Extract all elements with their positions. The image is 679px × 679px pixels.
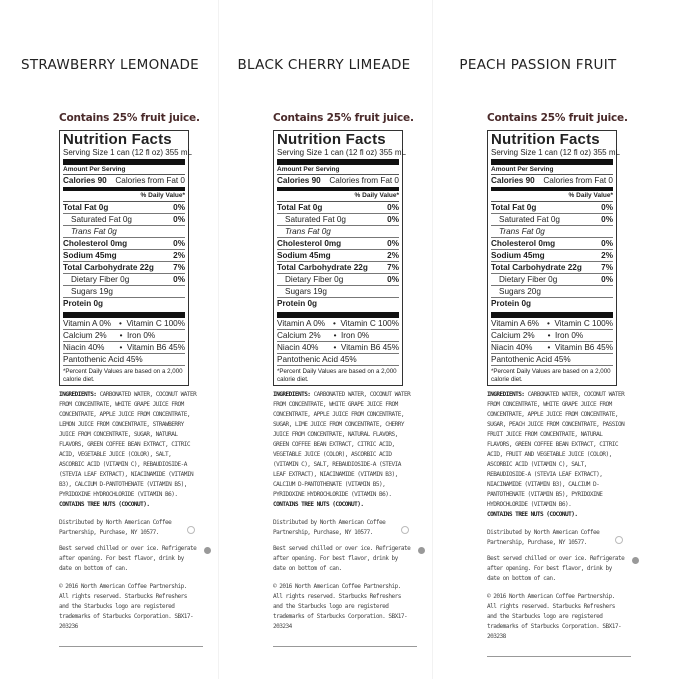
nutrient-label: Sodium 45mg [491, 251, 545, 260]
nutrient-row [491, 202, 613, 214]
label-content [487, 112, 637, 657]
nutrient-row [63, 262, 185, 274]
allergen-statement: CONTAINS TREE NUTS (COCONUT). [273, 501, 364, 508]
vitamin-row [277, 318, 399, 330]
nutrient-label: Sodium 45mg [277, 251, 331, 260]
nutrient-label: Cholesterol 0mg [491, 239, 556, 248]
distributor: Distributed by North American Coffee Partnership, Purchase, NY 10577. [487, 529, 600, 546]
nutrient-label: Saturated Fat 0g [71, 215, 132, 224]
vitamin-left: Vitamin A 6% [491, 319, 540, 328]
bullet-icon: • [333, 319, 336, 328]
nutrient-label: Protein 0g [491, 299, 532, 308]
nutrient-row [277, 202, 399, 214]
nutrient-row [63, 274, 185, 286]
nutrition-facts-panel [59, 130, 192, 386]
storage-block [59, 544, 199, 574]
nutrient-label: Cholesterol 0mg [277, 239, 342, 248]
copyright: © 2016 North American Coffee Partnership. All rights reserved. Starbucks Refreshers and the Starbucks logo are registered trademarks of Starbucks Corporation. SBX17-203234 [273, 583, 408, 630]
vitamin-right: Iron 0% [555, 331, 584, 340]
column-separator [218, 0, 219, 679]
nutrient-daily-value: 0% [387, 275, 399, 284]
pantothenic-row [63, 354, 185, 366]
nutrient-row [491, 298, 613, 318]
nutrient-daily-value: 7% [173, 263, 185, 272]
nutrient-row [277, 274, 399, 286]
nutrient-label: Total Carbohydrate 22g [63, 263, 154, 272]
nutrition-heading: Nutrition Facts [277, 131, 386, 148]
nutrient-label: Sugars 19g [71, 287, 113, 296]
nutrient-label: Dietary Fiber 0g [499, 275, 558, 284]
nutrition-heading: Nutrition Facts [491, 131, 600, 148]
nutrition-heading: Nutrition Facts [63, 131, 172, 148]
nutrient-label: Sugars 19g [285, 287, 327, 296]
serving-size: Serving Size 1 can (12 fl oz) 355 mL [491, 148, 613, 165]
nutrient-daily-value: 0% [601, 275, 613, 284]
daily-value-header: % Daily Value* [277, 191, 399, 202]
pantothenic-acid: Pantothenic Acid 45% [277, 355, 357, 364]
ingredients-list: CARBONATED WATER, COCONUT WATER FROM CONCENTRATE, WHITE GRAPE JUICE FROM CONCENTRATE, APPLE JUICE FROM CONCENTRATE, LEMON JUICE FROM CONCENTRATE, STRAWBERRY JUICE FROM CONCENTRATE, SUGAR, NATURAL FLAVORS, GREEN COFFEE BEAN EXTRACT, CITRIC ACID, VEGETABLE JUICE (COLOR), SALT, ASCORBIC ACID (VITAMIN C), REBAUDIOSIDE-A (STEVIA LEAF EXTRACT), NIACINAMIDE (VITAMIN B3), CALCIUM D-PANTOTHENATE (VITAMIN B5), PYRIDOXINE HYDROCHLORIDE (VITAMIN B6). [59, 391, 197, 498]
nutrient-row [63, 226, 185, 238]
nutrient-daily-value: 0% [601, 203, 613, 212]
nutrient-label: Sodium 45mg [63, 251, 117, 260]
distributor: Distributed by North American Coffee Partnership, Purchase, NY 10577. [273, 519, 386, 536]
nutrition-facts-panel [487, 130, 620, 386]
footnote: *Percent Daily Values are based on a 2,000 calorie diet. [277, 368, 397, 383]
ingredients [59, 390, 199, 510]
nutrient-row [63, 286, 185, 298]
pantothenic-row [491, 354, 613, 366]
vitamin-row [63, 330, 185, 342]
nutrient-daily-value: 0% [601, 215, 613, 224]
nutrient-label: Dietary Fiber 0g [71, 275, 130, 284]
vitamin-right: Vitamin B6 45% [340, 343, 399, 352]
nutrient-label: Trans Fat 0g [285, 227, 331, 236]
daily-value-header: % Daily Value* [491, 191, 613, 202]
label-content [273, 112, 423, 647]
daily-value-header: % Daily Value* [63, 191, 185, 202]
nutrient-label: Protein 0g [277, 299, 318, 308]
nutrient-row [277, 298, 399, 318]
ingredients [487, 390, 627, 520]
bullet-icon: • [119, 331, 123, 340]
ingredients-list: CARBONATED WATER, COCONUT WATER FROM CONCENTRATE, WHITE GRAPE JUICE FROM CONCENTRATE, APPLE JUICE FROM CONCENTRATE, SUGAR, PEACH JUICE FROM CONCENTRATE, PASSION FRUIT JUICE FROM CONCENTRATE, NATURAL FLAVORS, GREEN COFFEE BEAN EXTRACT, CITRIC ACID, FRUIT AND VEGETABLE JUICE (COLOR), ASCORBIC ACID (VITAMIN C), SALT, REBAUDIOSIDE-A (STEVIA LEAF EXTRACT), NIACINAMIDE (VITAMIN B3), CALCIUM D-PANTOTHENATE (VITAMIN B5), PYRIDOXINE HYDROCHLORIDE (VITAMIN B6). [487, 391, 625, 508]
nutrient-row [491, 250, 613, 262]
amount-per-serving: Amount Per Serving [63, 165, 185, 175]
calories-row [491, 175, 613, 191]
juice-content-note: Contains 25% fruit juice. [487, 112, 628, 124]
product-title: BLACK CHERRY LIMEADE [237, 57, 411, 73]
nutrient-daily-value: 0% [601, 239, 613, 248]
nutrient-label: Sugars 20g [499, 287, 541, 296]
bullet-icon: • [333, 331, 337, 340]
nutrient-label: Dietary Fiber 0g [285, 275, 344, 284]
vitamin-left: Calcium 2% [277, 331, 321, 340]
distributor-block [487, 528, 609, 548]
nutrient-label: Trans Fat 0g [499, 227, 545, 236]
nutrient-row [63, 250, 185, 262]
nutrient-row [277, 238, 399, 250]
divider [59, 646, 203, 647]
amount-per-serving: Amount Per Serving [277, 165, 399, 175]
storage-instructions: Best served chilled or over ice. Refrigerate after opening. For best flavor, drink by date on bottom of can. [487, 555, 625, 582]
nutrient-row [277, 286, 399, 298]
bullet-icon: • [119, 319, 122, 328]
vitamin-row [63, 318, 185, 330]
footnote: *Percent Daily Values are based on a 2,000 calorie diet. [491, 368, 611, 383]
storage-block [487, 554, 627, 584]
nutrient-label: Saturated Fat 0g [499, 215, 560, 224]
nutrient-daily-value: 0% [173, 275, 185, 284]
calories-from-fat: Calories from Fat 0 [329, 176, 399, 185]
calories: Calories 90 [63, 176, 107, 185]
dot-mark-icon [418, 547, 425, 554]
nutrient-row [277, 214, 399, 226]
nutrient-daily-value: 2% [601, 251, 613, 260]
product-title: PEACH PASSION FRUIT [459, 57, 617, 73]
juice-content-note: Contains 25% fruit juice. [59, 112, 200, 124]
vitamin-right: Iron 0% [127, 331, 156, 340]
bullet-icon: • [547, 331, 551, 340]
bullet-icon: • [547, 319, 550, 328]
ingredients-label: INGREDIENTS: [273, 391, 311, 398]
vitamin-right: Vitamin C 100% [340, 319, 399, 328]
product-column [3, 0, 217, 679]
nutrition-facts-panel [273, 130, 406, 386]
nutrient-row [491, 262, 613, 274]
ingredients-label: INGREDIENTS: [487, 391, 525, 398]
vitamin-right: Vitamin B6 45% [554, 343, 613, 352]
nutrient-row [63, 202, 185, 214]
nutrient-row [491, 214, 613, 226]
nutrient-row [491, 274, 613, 286]
dot-mark-icon [204, 547, 211, 554]
nutrient-label: Cholesterol 0mg [63, 239, 128, 248]
nutrient-label: Total Fat 0g [63, 203, 109, 212]
vitamin-row [491, 330, 613, 342]
amount-per-serving: Amount Per Serving [491, 165, 613, 175]
ingredients-label: INGREDIENTS: [59, 391, 97, 398]
copyright: © 2016 North American Coffee Partnership. All rights reserved. Starbucks Refreshers and the Starbucks logo are registered trademarks of Starbucks Corporation. SBX17-203236 [59, 583, 194, 630]
nutrient-row [277, 226, 399, 238]
storage-instructions: Best served chilled or over ice. Refrigerate after opening. For best flavor, drink by date on bottom of can. [273, 545, 411, 572]
vitamin-left: Niacin 40% [491, 343, 533, 352]
nutrient-label: Total Fat 0g [277, 203, 323, 212]
nutrient-label: Saturated Fat 0g [285, 215, 346, 224]
nutrient-row [277, 250, 399, 262]
nutrient-label: Total Carbohydrate 22g [277, 263, 368, 272]
nutrient-row [491, 286, 613, 298]
product-column [431, 0, 645, 679]
nutrient-row [63, 298, 185, 318]
calories-from-fat: Calories from Fat 0 [115, 176, 185, 185]
nutrient-label: Total Fat 0g [491, 203, 537, 212]
vitamin-right: Vitamin C 100% [126, 319, 185, 328]
vitamin-right: Vitamin B6 45% [126, 343, 185, 352]
nutrient-daily-value: 7% [387, 263, 399, 272]
nutrient-row [491, 238, 613, 250]
nutrient-daily-value: 0% [387, 203, 399, 212]
ingredients-list: CARBONATED WATER, COCONUT WATER FROM CONCENTRATE, WHITE GRAPE JUICE FROM CONCENTRATE, APPLE JUICE FROM CONCENTRATE, SUGAR, LIME JUICE FROM CONCENTRATE, CHERRY JUICE FROM CONCENTRATE, NATURAL FLAVORS, GREEN COFFEE BEAN EXTRACT, CITRIC ACID, VEGETABLE JUICE (COLOR), ASCORBIC ACID (VITAMIN C), SALT, REBAUDIOSIDE-A (STEVIA LEAF EXTRACT), NIACINAMIDE (VITAMIN B3), CALCIUM D-PANTOTHENATE (VITAMIN B5), PYRIDOXINE HYDROCHLORIDE (VITAMIN B6). [273, 391, 411, 498]
divider [487, 656, 631, 657]
copyright: © 2016 North American Coffee Partnership. All rights reserved. Starbucks Refreshers and the Starbucks logo are registered trademarks of Starbucks Corporation. SBX17-203238 [487, 593, 622, 640]
serving-size: Serving Size 1 can (12 fl oz) 355 mL [63, 148, 185, 165]
pantothenic-row [277, 354, 399, 366]
pantothenic-acid: Pantothenic Acid 45% [491, 355, 571, 364]
nutrient-daily-value: 2% [173, 251, 185, 260]
distributor-block [59, 518, 181, 538]
vitamin-row [277, 330, 399, 342]
juice-content-note: Contains 25% fruit juice. [273, 112, 414, 124]
nutrient-label: Total Carbohydrate 22g [491, 263, 582, 272]
divider [273, 646, 417, 647]
bullet-icon: • [333, 343, 337, 352]
nutrient-row [63, 238, 185, 250]
vitamin-row [277, 342, 399, 354]
calories: Calories 90 [277, 176, 321, 185]
nutrient-row [277, 262, 399, 274]
nutrient-daily-value: 0% [173, 239, 185, 248]
vitamin-row [491, 342, 613, 354]
ingredients [273, 390, 413, 510]
distributor-block [273, 518, 395, 538]
storage-block [273, 544, 413, 574]
allergen-statement: CONTAINS TREE NUTS (COCONUT). [59, 501, 150, 508]
nutrient-daily-value: 0% [173, 215, 185, 224]
footnote: *Percent Daily Values are based on a 2,000 calorie diet. [63, 368, 183, 383]
vitamin-right: Vitamin C 100% [554, 319, 613, 328]
circle-mark-icon [615, 536, 623, 544]
vitamin-left: Niacin 40% [277, 343, 319, 352]
nutrient-daily-value: 2% [387, 251, 399, 260]
vitamin-row [491, 318, 613, 330]
column-separator [432, 0, 433, 679]
pantothenic-acid: Pantothenic Acid 45% [63, 355, 143, 364]
storage-instructions: Best served chilled or over ice. Refrigerate after opening. For best flavor, drink by date on bottom of can. [59, 545, 197, 572]
allergen-statement: CONTAINS TREE NUTS (COCONUT). [487, 511, 578, 518]
vitamin-left: Calcium 2% [491, 331, 535, 340]
vitamin-left: Vitamin A 0% [63, 319, 112, 328]
label-content [59, 112, 209, 647]
nutrient-daily-value: 0% [173, 203, 185, 212]
distributor: Distributed by North American Coffee Partnership, Purchase, NY 10577. [59, 519, 172, 536]
dot-mark-icon [632, 557, 639, 564]
nutrient-daily-value: 0% [387, 239, 399, 248]
serving-size: Serving Size 1 can (12 fl oz) 355 mL [277, 148, 399, 165]
vitamin-row [63, 342, 185, 354]
bullet-icon: • [119, 343, 123, 352]
nutrient-daily-value: 7% [601, 263, 613, 272]
nutrient-row [491, 226, 613, 238]
calories-from-fat: Calories from Fat 0 [543, 176, 613, 185]
calories: Calories 90 [491, 176, 535, 185]
product-title: STRAWBERRY LEMONADE [20, 57, 199, 73]
vitamin-left: Vitamin A 0% [277, 319, 326, 328]
vitamin-left: Calcium 2% [63, 331, 107, 340]
product-column [217, 0, 431, 679]
calories-row [63, 175, 185, 191]
nutrient-label: Trans Fat 0g [71, 227, 117, 236]
vitamin-right: Iron 0% [341, 331, 370, 340]
nutrient-label: Protein 0g [63, 299, 104, 308]
bullet-icon: • [547, 343, 551, 352]
nutrient-row [63, 214, 185, 226]
vitamin-left: Niacin 40% [63, 343, 105, 352]
calories-row [277, 175, 399, 191]
circle-mark-icon [401, 526, 409, 534]
circle-mark-icon [187, 526, 195, 534]
nutrient-daily-value: 0% [387, 215, 399, 224]
